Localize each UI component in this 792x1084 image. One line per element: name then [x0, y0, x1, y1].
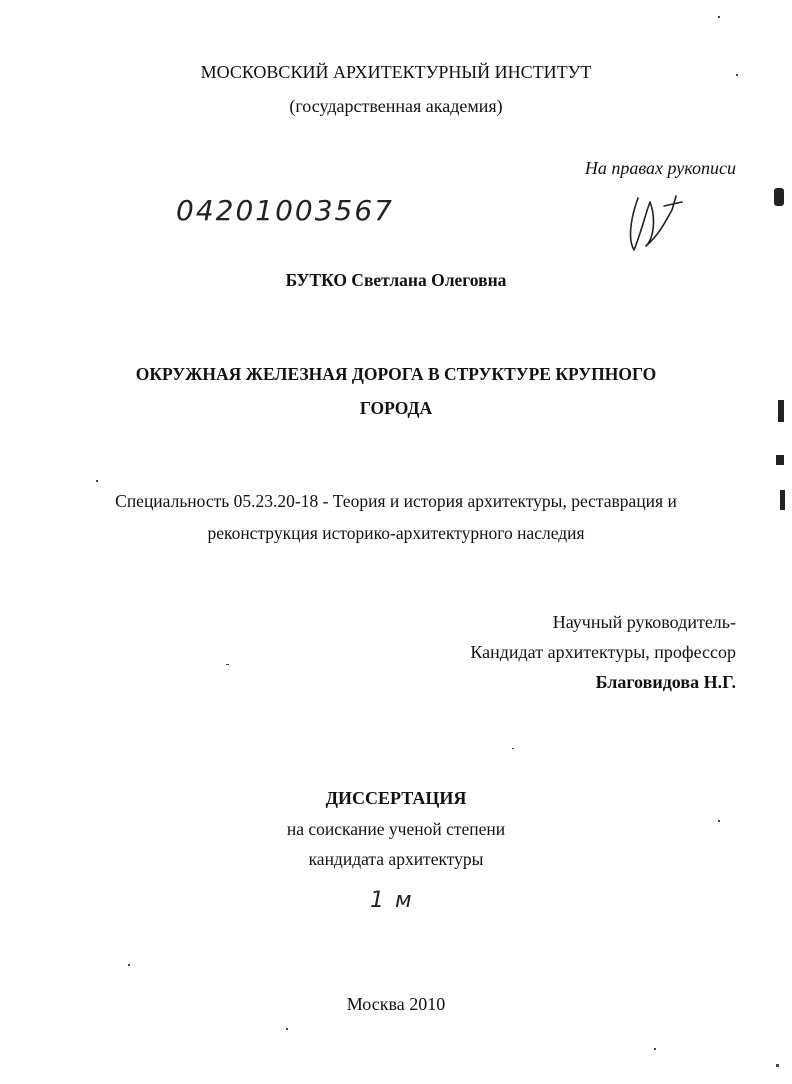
manuscript-note: На правах рукописи: [584, 158, 736, 178]
author-name: БУТКО Светлана Олеговна: [285, 270, 507, 290]
specialty-line-1: Специальность 05.23.20-18 - Теория и история архитектуры, реставрация и: [115, 491, 677, 511]
supervisor-name: Благовидова Н.Г.: [595, 672, 736, 692]
scan-speck: [128, 964, 130, 966]
work-type: ДИССЕРТАЦИЯ: [325, 788, 467, 808]
scan-speck: [776, 1064, 779, 1067]
city-year: Москва 2010: [346, 994, 446, 1014]
scan-speck: [512, 748, 514, 749]
scan-speck: [226, 664, 229, 665]
scan-speck: [718, 16, 720, 18]
volume-mark: 1 м: [370, 888, 414, 913]
registration-number: 04201003567: [176, 194, 394, 227]
academy-subtitle: (государственная академия): [289, 96, 503, 116]
scan-speck: [718, 820, 720, 822]
scan-speck: [654, 1048, 656, 1050]
scan-speck: [96, 480, 98, 482]
scan-edge-mark: [776, 455, 784, 465]
scan-speck: [286, 1028, 288, 1030]
degree-line-1: на соискание ученой степени: [286, 819, 506, 839]
dissertation-title-line-2: ГОРОДА: [359, 398, 433, 418]
scan-edge-mark: [780, 490, 785, 510]
scan-edge-mark: [778, 400, 784, 422]
dissertation-title-line-1: ОКРУЖНАЯ ЖЕЛЕЗНАЯ ДОРОГА В СТРУКТУРЕ КРУПНОГО: [135, 364, 657, 384]
signature: [620, 190, 700, 260]
degree-line-2: кандидата архитектуры: [308, 849, 484, 869]
supervisor-degree: Кандидат архитектуры, профессор: [470, 642, 736, 662]
scan-speck: [736, 74, 738, 76]
institute-name: МОСКОВСКИЙ АРХИТЕКТУРНЫЙ ИНСТИТУТ: [200, 62, 592, 82]
supervisor-role: Научный руководитель-: [552, 612, 736, 632]
specialty-line-2: реконструкция историко-архитектурного наследия: [207, 523, 585, 543]
scan-edge-mark: [774, 188, 784, 206]
